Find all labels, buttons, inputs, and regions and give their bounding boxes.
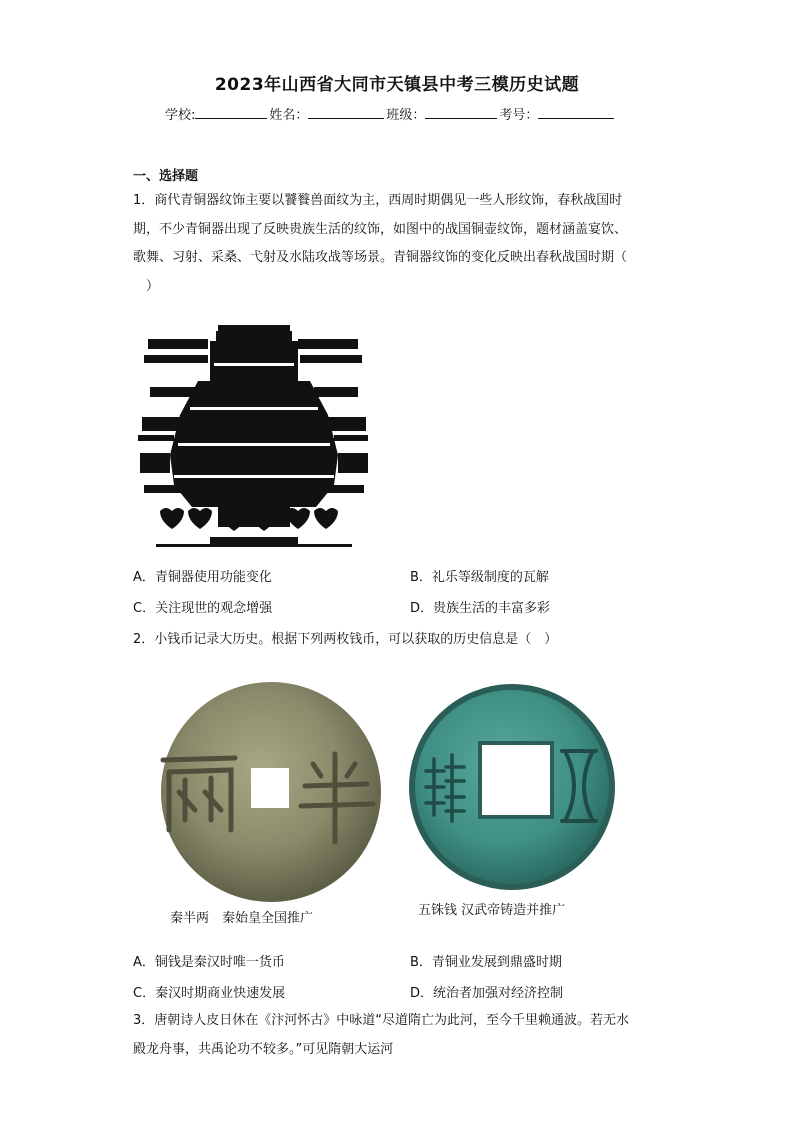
name-blank[interactable] xyxy=(308,104,384,119)
section-heading: 一、选择题 xyxy=(133,169,199,184)
q1-option-d[interactable]: D．贵族生活的丰富多彩 xyxy=(410,601,551,616)
exam-title: 2023年山西省大同市天镇县中考三模历史试题 xyxy=(214,75,580,95)
name-label: 姓名： xyxy=(269,108,309,123)
q2-option-a[interactable]: A．铜钱是秦汉时唯一货币 xyxy=(133,955,285,970)
q1-line: 期，不少青铜器出现了反映贵族生活的纹饰，如图中的战国铜壶纹饰，题材涵盖宴饮、 xyxy=(133,221,628,237)
wuzhu-coin-image xyxy=(406,681,618,891)
question-3-stem xyxy=(133,1007,663,1064)
q2-option-c[interactable]: C．秦汉时期商业快速发展 xyxy=(133,986,286,1001)
question-1-stem xyxy=(133,187,663,301)
exam-number-label: 考号： xyxy=(499,108,539,123)
q1-option-c[interactable]: C．关注现世的观念增强 xyxy=(133,601,273,616)
school-blank[interactable] xyxy=(195,104,267,119)
school-label: 学校: xyxy=(165,108,196,123)
bronze-pot-pattern-image xyxy=(138,325,370,553)
q1-line: ） xyxy=(133,278,160,294)
wuzhu-coin-caption: 五铢钱 汉武帝铸造并推广 xyxy=(418,903,566,918)
class-blank[interactable] xyxy=(425,104,497,119)
q3-line: 殿龙舟事，共禹论功不较多。”可见隋朝大运河 xyxy=(133,1041,394,1057)
class-label: 班级： xyxy=(386,108,426,123)
q3-line: 3．唐朝诗人皮日休在《汴河怀古》中咏道“尽道隋亡为此河，至今千里赖通波。若无水 xyxy=(133,1013,630,1028)
qin-coin-caption: 秦半两 秦始皇全国推广 xyxy=(170,911,314,926)
q1-line: 1．商代青铜器纹饰主要以饕餮兽面纹为主，西周时期偶见一些人形纹饰，春秋战国时 xyxy=(133,193,623,208)
q1-option-b[interactable]: B．礼乐等级制度的瓦解 xyxy=(410,570,549,585)
exam-number-blank[interactable] xyxy=(538,104,614,119)
student-info-line xyxy=(165,104,616,123)
q1-line: 歌舞、习射、采桑、弋射及水陆攻战等场景。青铜器纹饰的变化反映出春秋战国时期（ xyxy=(133,250,628,265)
q2-option-b[interactable]: B．青铜业发展到鼎盛时期 xyxy=(410,955,562,970)
question-2-stem: 2．小钱币记录大历史。根据下列两枚钱币，可以获取的历史信息是（ ） xyxy=(133,632,558,647)
q2-option-d[interactable]: D．统治者加强对经济控制 xyxy=(410,986,564,1001)
qin-banliang-coin-image xyxy=(155,680,387,904)
q1-option-a[interactable]: A．青铜器使用功能变化 xyxy=(133,570,272,585)
